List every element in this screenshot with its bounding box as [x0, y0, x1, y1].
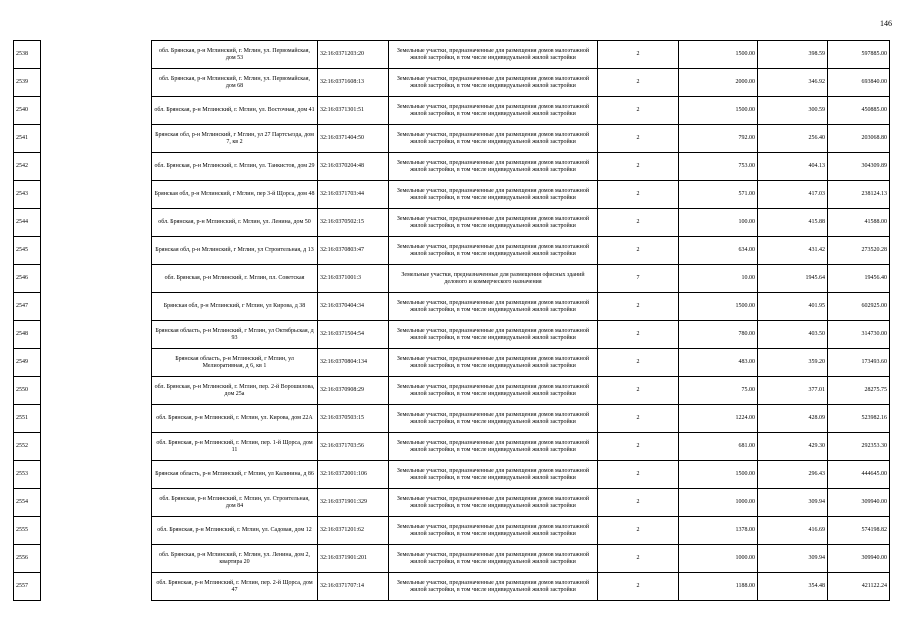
- cadastral-number-cell: 32:16:0370503:15: [318, 405, 389, 433]
- address-cell: обл. Брянская, р-н Мглинский, г. Мглин, ул. Строительная, дом 84: [152, 489, 318, 517]
- row-number: 2542: [14, 153, 41, 181]
- area-cell: 681.00: [679, 433, 758, 461]
- address-cell: обл. Брянская, р-н Мглинский, г. Мглин, пер. 2-й Щорса, дом 47: [152, 573, 318, 601]
- area-cell: 1378.00: [679, 517, 758, 545]
- row-number: 2552: [14, 433, 41, 461]
- specific-value-cell: 401.95: [758, 293, 828, 321]
- permitted-use-cell: Земельные участки, предназначенные для размещения домов малоэтажной жилой застройки, в том числе индивидуальной жилой застройки: [389, 377, 598, 405]
- row-number: 2550: [14, 377, 41, 405]
- area-cell: 75.00: [679, 377, 758, 405]
- spacer-cell: [41, 349, 152, 377]
- address-cell: обл. Брянская, р-н Мглинский, г. Мглин, ул. Садовая, дом 12: [152, 517, 318, 545]
- spacer-cell: [41, 69, 152, 97]
- category-cell: 2: [598, 489, 679, 517]
- cadastral-value-cell: 602925.00: [828, 293, 890, 321]
- permitted-use-cell: Земельные участки, предназначенные для размещения домов малоэтажной жилой застройки, в том числе индивидуальной жилой застройки: [389, 237, 598, 265]
- cadastral-value-cell: 203068.80: [828, 125, 890, 153]
- table-row: [14, 573, 890, 601]
- category-cell: 2: [598, 153, 679, 181]
- cadastral-value-cell: 421122.24: [828, 573, 890, 601]
- address-cell: Брянская область, р-н Мглинский, г Мглин, ул Октябрьская, д 93: [152, 321, 318, 349]
- cadastral-number-cell: 32:16:0371703:56: [318, 433, 389, 461]
- category-cell: 2: [598, 349, 679, 377]
- address-cell: Брянская обл, р-н Мглинский, г Мглин, ул Строительная, д 13: [152, 237, 318, 265]
- permitted-use-cell: Земельные участки, предназначенные для размещения домов малоэтажной жилой застройки, в том числе индивидуальной жилой застройки: [389, 517, 598, 545]
- address-cell: обл. Брянская, р-н Мглинский, г. Мглин, пер. 1-й Щорса, дом 11: [152, 433, 318, 461]
- table-row: [14, 209, 890, 237]
- table-row: [14, 265, 890, 293]
- category-cell: 2: [598, 41, 679, 69]
- permitted-use-cell: Земельные участки, предназначенные для размещения домов малоэтажной жилой застройки, в том числе индивидуальной жилой застройки: [389, 97, 598, 125]
- area-cell: 792.00: [679, 125, 758, 153]
- row-number: 2539: [14, 69, 41, 97]
- cadastral-value-cell: 173493.60: [828, 349, 890, 377]
- cadastral-value-cell: 309940.00: [828, 545, 890, 573]
- cadastral-number-cell: 32:16:0370502:15: [318, 209, 389, 237]
- row-number: 2557: [14, 573, 41, 601]
- category-cell: 2: [598, 293, 679, 321]
- table-row: [14, 321, 890, 349]
- category-cell: 2: [598, 573, 679, 601]
- specific-value-cell: 415.88: [758, 209, 828, 237]
- category-cell: 2: [598, 237, 679, 265]
- table-row: [14, 377, 890, 405]
- cadastral-value-cell: 41588.00: [828, 209, 890, 237]
- cadastral-number-cell: 32:16:0371203:20: [318, 41, 389, 69]
- category-cell: 2: [598, 545, 679, 573]
- table-row: [14, 125, 890, 153]
- cadastral-number-cell: 32:16:0370908:29: [318, 377, 389, 405]
- cadastral-number-cell: 32:16:0370204:48: [318, 153, 389, 181]
- cadastral-value-cell: 444645.00: [828, 461, 890, 489]
- category-cell: 2: [598, 97, 679, 125]
- address-cell: Брянская область, р-н Мглинский, г Мглин, ул Калинина, д 86: [152, 461, 318, 489]
- spacer-cell: [41, 265, 152, 293]
- table-row: [14, 489, 890, 517]
- category-cell: 2: [598, 125, 679, 153]
- address-cell: Брянская обл, р-н Мглинский, г Мглин, ул Кирова, д 38: [152, 293, 318, 321]
- spacer-cell: [41, 237, 152, 265]
- category-cell: 2: [598, 209, 679, 237]
- permitted-use-cell: Земельные участки, предназначенные для размещения домов малоэтажной жилой застройки, в том числе индивидуальной жилой застройки: [389, 349, 598, 377]
- category-cell: 2: [598, 405, 679, 433]
- cadastral-number-cell: 32:16:0371404:50: [318, 125, 389, 153]
- permitted-use-cell: Земельные участки, предназначенные для размещения домов малоэтажной жилой застройки, в том числе индивидуальной жилой застройки: [389, 125, 598, 153]
- table-body: [14, 41, 890, 601]
- cadastral-value-cell: 309940.00: [828, 489, 890, 517]
- row-number: 2543: [14, 181, 41, 209]
- area-cell: 483.00: [679, 349, 758, 377]
- category-cell: 2: [598, 377, 679, 405]
- cadastral-number-cell: 32:16:0371201:62: [318, 517, 389, 545]
- spacer-cell: [41, 377, 152, 405]
- cadastral-number-cell: 32:16:0372001:106: [318, 461, 389, 489]
- area-cell: 1188.00: [679, 573, 758, 601]
- spacer-cell: [41, 181, 152, 209]
- specific-value-cell: 398.59: [758, 41, 828, 69]
- table-row: [14, 293, 890, 321]
- specific-value-cell: 403.50: [758, 321, 828, 349]
- specific-value-cell: 429.30: [758, 433, 828, 461]
- area-cell: 1224.00: [679, 405, 758, 433]
- area-cell: 1500.00: [679, 293, 758, 321]
- area-cell: 1000.00: [679, 489, 758, 517]
- specific-value-cell: 416.69: [758, 517, 828, 545]
- table-row: [14, 181, 890, 209]
- row-number: 2554: [14, 489, 41, 517]
- area-cell: 10.00: [679, 265, 758, 293]
- address-cell: обл. Брянская, р-н Мглинский, г. Мглин, ул. Кирова, дом 22А: [152, 405, 318, 433]
- cadastral-number-cell: 32:16:0371504:54: [318, 321, 389, 349]
- table-row: [14, 41, 890, 69]
- cadastral-value-cell: 450885.00: [828, 97, 890, 125]
- address-cell: обл. Брянская, р-н Мглинский, г. Мглин, пл. Советская: [152, 265, 318, 293]
- table-row: [14, 461, 890, 489]
- spacer-cell: [41, 321, 152, 349]
- table-row: [14, 97, 890, 125]
- spacer-cell: [41, 153, 152, 181]
- spacer-cell: [41, 41, 152, 69]
- area-cell: 753.00: [679, 153, 758, 181]
- category-cell: 2: [598, 517, 679, 545]
- area-cell: 2000.00: [679, 69, 758, 97]
- permitted-use-cell: Земельные участки, предназначенные для размещения домов малоэтажной жилой застройки, в том числе индивидуальной жилой застройки: [389, 489, 598, 517]
- table-row: [14, 433, 890, 461]
- row-number: 2553: [14, 461, 41, 489]
- address-cell: обл. Брянская, р-н Мглинский, г. Мглин, ул. Восточная, дом 41: [152, 97, 318, 125]
- cadastral-value-cell: 292353.30: [828, 433, 890, 461]
- address-cell: обл. Брянская, р-н Мглинский, г. Мглин, ул. Ленина, дом 50: [152, 209, 318, 237]
- cadastral-value-cell: 523982.16: [828, 405, 890, 433]
- cadastral-value-cell: 304309.89: [828, 153, 890, 181]
- specific-value-cell: 346.92: [758, 69, 828, 97]
- spacer-cell: [41, 405, 152, 433]
- address-cell: обл. Брянская, р-н Мглинский, г. Мглин, ул. Первомайская, дом 53: [152, 41, 318, 69]
- specific-value-cell: 296.43: [758, 461, 828, 489]
- area-cell: 780.00: [679, 321, 758, 349]
- row-number: 2544: [14, 209, 41, 237]
- table-row: [14, 349, 890, 377]
- area-cell: 1500.00: [679, 97, 758, 125]
- cadastral-value-cell: 273520.28: [828, 237, 890, 265]
- cadastral-value-cell: 693840.00: [828, 69, 890, 97]
- permitted-use-cell: Земельные участки, предназначенные для размещения офисных зданий делового и коммерческого назначения: [389, 265, 598, 293]
- spacer-cell: [41, 293, 152, 321]
- land-plots-table: [13, 40, 890, 601]
- category-cell: 7: [598, 265, 679, 293]
- cadastral-number-cell: 32:16:0371901:329: [318, 489, 389, 517]
- row-number: 2551: [14, 405, 41, 433]
- permitted-use-cell: Земельные участки, предназначенные для размещения домов малоэтажной жилой застройки, в том числе индивидуальной жилой застройки: [389, 209, 598, 237]
- spacer-cell: [41, 489, 152, 517]
- address-cell: Брянская область, р-н Мглинский, г Мглин, ул Мелиоративная, д 6, кв 1: [152, 349, 318, 377]
- address-cell: обл. Брянская, р-н Мглинский, г. Мглин, ул. Ленина, дом 2, квартира 20: [152, 545, 318, 573]
- area-cell: 1000.00: [679, 545, 758, 573]
- permitted-use-cell: Земельные участки, предназначенные для размещения домов малоэтажной жилой застройки, в том числе индивидуальной жилой застройки: [389, 153, 598, 181]
- category-cell: 2: [598, 69, 679, 97]
- spacer-cell: [41, 433, 152, 461]
- specific-value-cell: 309.94: [758, 545, 828, 573]
- permitted-use-cell: Земельные участки, предназначенные для размещения домов малоэтажной жилой застройки, в том числе индивидуальной жилой застройки: [389, 293, 598, 321]
- cadastral-value-cell: 28275.75: [828, 377, 890, 405]
- specific-value-cell: 354.48: [758, 573, 828, 601]
- spacer-cell: [41, 461, 152, 489]
- cadastral-number-cell: 32:16:0371001:3: [318, 265, 389, 293]
- specific-value-cell: 428.09: [758, 405, 828, 433]
- specific-value-cell: 256.40: [758, 125, 828, 153]
- category-cell: 2: [598, 321, 679, 349]
- address-cell: обл. Брянская, р-н Мглинский, г. Мглин, ул. Танкистов, дом 29: [152, 153, 318, 181]
- specific-value-cell: 300.59: [758, 97, 828, 125]
- spacer-cell: [41, 573, 152, 601]
- specific-value-cell: 431.42: [758, 237, 828, 265]
- spacer-cell: [41, 517, 152, 545]
- row-number: 2545: [14, 237, 41, 265]
- spacer-cell: [41, 545, 152, 573]
- table-row: [14, 69, 890, 97]
- address-cell: Брянская обл, р-н Мглинский, г Мглин, пер 3-й Щорса, дом 48: [152, 181, 318, 209]
- row-number: 2549: [14, 349, 41, 377]
- row-number: 2547: [14, 293, 41, 321]
- permitted-use-cell: Земельные участки, предназначенные для размещения домов малоэтажной жилой застройки, в том числе индивидуальной жилой застройки: [389, 41, 598, 69]
- permitted-use-cell: Земельные участки, предназначенные для размещения домов малоэтажной жилой застройки, в том числе индивидуальной жилой застройки: [389, 405, 598, 433]
- cadastral-number-cell: 32:16:0370803:47: [318, 237, 389, 265]
- specific-value-cell: 377.01: [758, 377, 828, 405]
- cadastral-number-cell: 32:16:0370804:134: [318, 349, 389, 377]
- cadastral-number-cell: 32:16:0371707:14: [318, 573, 389, 601]
- cadastral-number-cell: 32:16:0371301:51: [318, 97, 389, 125]
- permitted-use-cell: Земельные участки, предназначенные для размещения домов малоэтажной жилой застройки, в том числе индивидуальной жилой застройки: [389, 321, 598, 349]
- permitted-use-cell: Земельные участки, предназначенные для размещения домов малоэтажной жилой застройки, в том числе индивидуальной жилой застройки: [389, 573, 598, 601]
- area-cell: 100.00: [679, 209, 758, 237]
- row-number: 2556: [14, 545, 41, 573]
- table-row: [14, 153, 890, 181]
- address-cell: обл. Брянская, р-н Мглинский, г. Мглин, пер. 2-й Ворошилова, дом 25а: [152, 377, 318, 405]
- permitted-use-cell: Земельные участки, предназначенные для размещения домов малоэтажной жилой застройки, в том числе индивидуальной жилой застройки: [389, 461, 598, 489]
- cadastral-number-cell: 32:16:0371703:44: [318, 181, 389, 209]
- area-cell: 634.00: [679, 237, 758, 265]
- permitted-use-cell: Земельные участки, предназначенные для размещения домов малоэтажной жилой застройки, в том числе индивидуальной жилой застройки: [389, 433, 598, 461]
- spacer-cell: [41, 209, 152, 237]
- cadastral-value-cell: 314730.00: [828, 321, 890, 349]
- permitted-use-cell: Земельные участки, предназначенные для размещения домов малоэтажной жилой застройки, в том числе индивидуальной жилой застройки: [389, 545, 598, 573]
- category-cell: 2: [598, 181, 679, 209]
- cadastral-number-cell: 32:16:0371901:201: [318, 545, 389, 573]
- area-cell: 1500.00: [679, 41, 758, 69]
- area-cell: 571.00: [679, 181, 758, 209]
- table-row: [14, 237, 890, 265]
- row-number: 2555: [14, 517, 41, 545]
- cadastral-value-cell: 238124.13: [828, 181, 890, 209]
- cadastral-value-cell: 19456.40: [828, 265, 890, 293]
- category-cell: 2: [598, 433, 679, 461]
- row-number: 2541: [14, 125, 41, 153]
- spacer-cell: [41, 125, 152, 153]
- row-number: 2540: [14, 97, 41, 125]
- address-cell: Брянская обл, р-н Мглинский, г Мглин, ул 27 Партсъезда, дом 7, кв 2: [152, 125, 318, 153]
- page-number: 146: [880, 19, 892, 28]
- row-number: 2538: [14, 41, 41, 69]
- spacer-cell: [41, 97, 152, 125]
- cadastral-value-cell: 574198.82: [828, 517, 890, 545]
- permitted-use-cell: Земельные участки, предназначенные для размещения домов малоэтажной жилой застройки, в том числе индивидуальной жилой застройки: [389, 181, 598, 209]
- specific-value-cell: 1945.64: [758, 265, 828, 293]
- address-cell: обл. Брянская, р-н Мглинский, г. Мглин, ул. Первомайская, дом 68: [152, 69, 318, 97]
- specific-value-cell: 404.13: [758, 153, 828, 181]
- table-row: [14, 517, 890, 545]
- row-number: 2548: [14, 321, 41, 349]
- category-cell: 2: [598, 461, 679, 489]
- cadastral-value-cell: 597885.00: [828, 41, 890, 69]
- cadastral-number-cell: 32:16:0370404:34: [318, 293, 389, 321]
- row-number: 2546: [14, 265, 41, 293]
- permitted-use-cell: Земельные участки, предназначенные для размещения домов малоэтажной жилой застройки, в том числе индивидуальной жилой застройки: [389, 69, 598, 97]
- specific-value-cell: 309.94: [758, 489, 828, 517]
- table-row: [14, 405, 890, 433]
- table-row: [14, 545, 890, 573]
- specific-value-cell: 417.03: [758, 181, 828, 209]
- cadastral-number-cell: 32:16:0371608:13: [318, 69, 389, 97]
- specific-value-cell: 359.20: [758, 349, 828, 377]
- area-cell: 1500.00: [679, 461, 758, 489]
